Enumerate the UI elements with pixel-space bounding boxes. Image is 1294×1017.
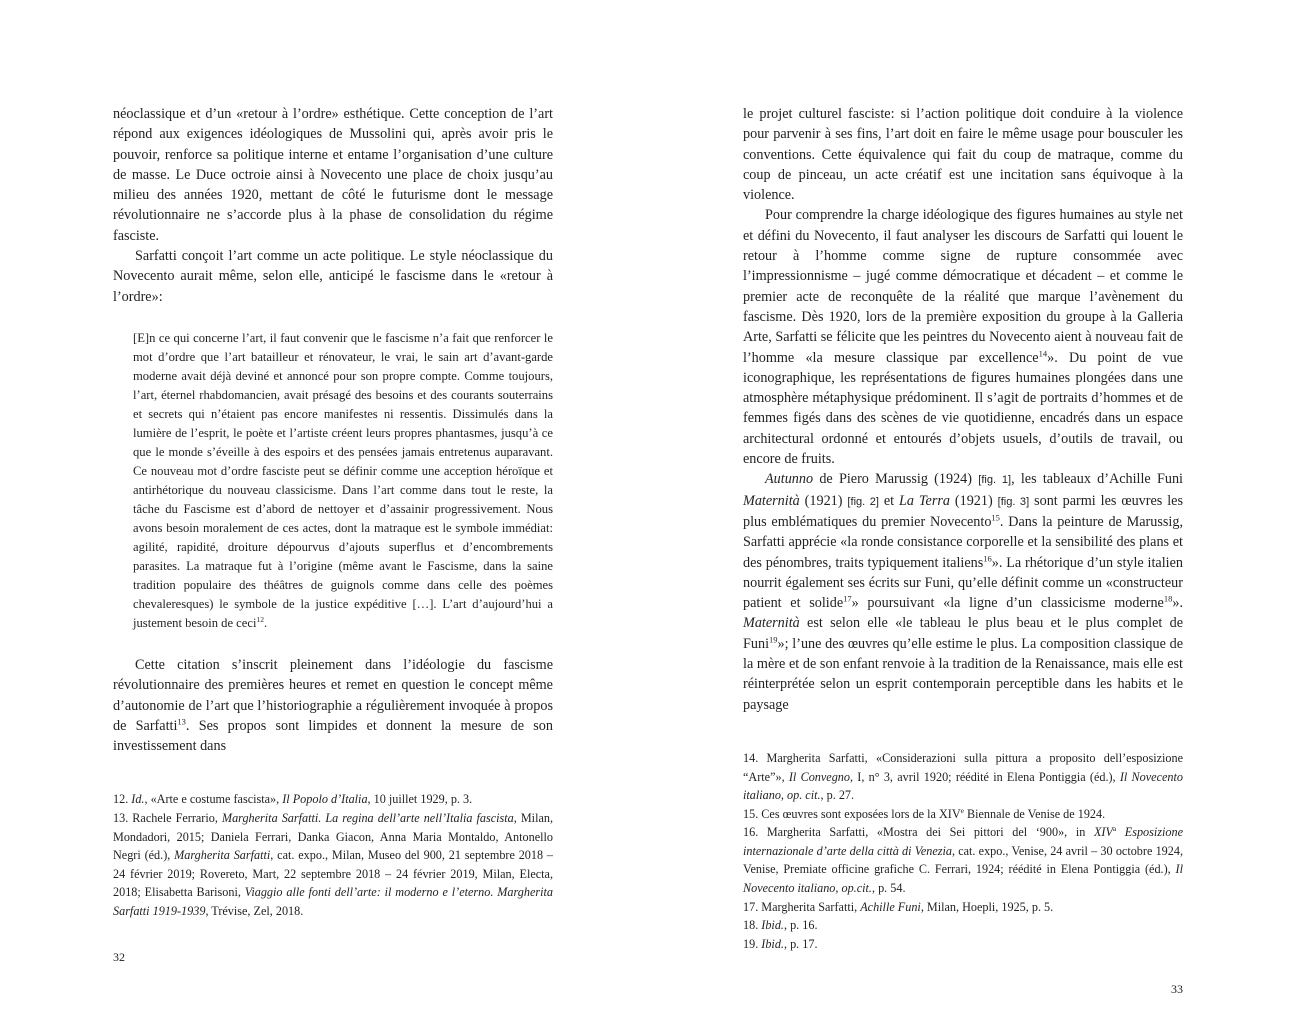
italic-text: Autunno: [765, 471, 814, 488]
italic-text: XIV: [1093, 825, 1113, 840]
text-run: » poursuivant «la ligne d’un classicisme moderne: [851, 595, 1164, 612]
footnote-reference: 16: [983, 552, 992, 563]
text-run: , Milan, Hoepli, 1925, p. 5.: [920, 899, 1054, 914]
italic-text: Ibid.: [761, 918, 784, 933]
footnote: [743, 749, 1183, 805]
footnote: [743, 916, 1183, 935]
body-paragraph: [113, 655, 553, 756]
right-body: [743, 104, 1183, 715]
text-run: , p. 54.: [871, 881, 906, 896]
text-run: , cat. expo., Venise, 24 avril – 30 octobre 1924, Venise, Premiate officine grafiche C. Ferrari, 1924; réédité in Elena Pontiggia (éd.),: [743, 843, 1183, 877]
text-run: Biennale de Venise de 1924.: [963, 806, 1106, 821]
footnote: [743, 805, 1183, 824]
text-run: 16. Margherita Sarfatti, «Mostra dei Sei pittori del ‘900», in: [743, 825, 1094, 840]
text-run: 19.: [743, 936, 762, 951]
body-paragraph: [743, 469, 1183, 715]
text-run: , «Arte e costume fascista»,: [144, 792, 283, 807]
text-run: sont parmi les œuvres les plus emblématiques du premier Novecento: [743, 492, 1183, 530]
text-run: 15. Ces œuvres sont exposées lors de la XIV: [743, 806, 961, 821]
text-run: Cette citation s’inscrit pleinement dans l’idéologie du fascisme révolutionnaire des premières heures et remet en question le concept même d’autonomie de l’art que l’historiographie a régulièrement invoquée à propos de Sarfatti: [113, 656, 553, 734]
text-run: 12.: [113, 792, 132, 807]
italic-text: Maternità: [743, 615, 800, 632]
text-run: »; l’une des œuvres qu’elle estime le plus. La composition classique de la mère et de son enfant renvoie à la tradition de la Renaissance, mais elle est réinterprétée selon un esprit contemporain perceptible dans les habits et le paysage: [743, 635, 1183, 713]
right-footnotes: [743, 749, 1183, 954]
text-run: , cat. expo., Milan, Museo del 900, 21 septembre 2018 – 24 février 2019; Rovereto, Mart, 22 septembre 2018 – 24 février 2019, Milan, Electa, 2018; Elisabetta Barisoni,: [113, 848, 554, 900]
text-run: 14. Margherita Sarfatti, «Considerazioni sulla pittura a proposito dell’esposizione “Arte”»,: [743, 750, 1183, 784]
footnote: [113, 790, 553, 809]
figure-reference: [fig. 3]: [997, 495, 1030, 508]
left-body: [113, 104, 553, 756]
text-run: . Dans la peinture de Marussig, Sarfatti apprécie «la ronde consistance corporelle et la sensibilité des plans et des pénombres, traits typiquement italiens: [743, 513, 1183, 571]
text-run: néoclassique et d’un «retour à l’ordre» esthétique. Cette conception de l’art répond aux exigences idéologiques de Mussolini qui, après avoir pris le pouvoir, renforce sa politique interne et entame l’organisation d’une culture de masse. Le Duce octroie ainsi à Novecento une place de choix jusqu’au milieu des années 1920, mettant de côté le futurisme dont le message révolutionnaire ne s’accorde plus à la phase de consolidation du régime fasciste.: [113, 106, 553, 244]
text-run: le projet culturel fasciste: si l’action politique doit conduire à la violence pour parvenir à ses fins, l’art doit en faire le même usage pour bousculer les conventions. Cette équivalence qui fait du coup de matraque, comme du coup de pinceau, un acte créatif est une incitation sans équivoque à la violence.: [743, 106, 1183, 204]
footnote-reference: 15: [991, 512, 1000, 523]
text-run: 17. Margherita Sarfatti,: [743, 899, 861, 914]
text-run: , Trévise, Zel, 2018.: [205, 904, 304, 919]
body-paragraph: [113, 104, 553, 246]
body-paragraph: [743, 205, 1183, 469]
text-run: Sarfatti conçoit l’art comme un acte politique. Le style néoclassique du Novecento aurait même, selon elle, anticipé le fascisme dans le «retour à l’ordre»:: [113, 248, 553, 305]
text-run: ».: [1172, 595, 1183, 612]
footnote-reference: 18: [1163, 593, 1173, 604]
text-run: de Piero Marussig (1924): [813, 471, 979, 488]
italic-text: Il Novecento italiano, op. cit.: [743, 769, 1183, 803]
text-run: , les tableaux d’Achille Funi: [1011, 471, 1183, 488]
italic-text: Ibid.: [761, 936, 784, 951]
text-run: ». Du point de vue iconographique, les représentations de figures humaines plongées dans une atmosphère métaphysique prédominent. Il s’agit de portraits d’hommes et de femmes figés dans des scènes de vie quotidienne, encadrés dans un espace architectural ordonné et entourés d’objets usuels, d’outils de travail, ou encore de fruits.: [743, 349, 1183, 468]
italic-text: La Terra: [899, 492, 950, 509]
left-footnotes: [113, 790, 553, 920]
italic-text: Il Popolo d’Italia: [282, 792, 368, 807]
italic-text: Maternità: [743, 492, 800, 509]
footnote-reference: 17: [843, 593, 852, 604]
footnote: [743, 935, 1183, 954]
footnote: [743, 898, 1183, 917]
text-run: .: [264, 615, 268, 630]
text-run: est selon elle «le tableau le plus beau et le plus complet de Funi: [743, 615, 1183, 652]
italic-text: Margherita Sarfatti. La regina dell’arte nell’Italia fascista: [221, 811, 514, 826]
italic-text: Viaggio alle fonti dell’arte: il moderno e l’eterno. Margherita Sarfatti 1919-1939: [113, 885, 553, 919]
italic-text: Il Novecento italiano, op.cit.: [743, 862, 1183, 896]
footnote-reference: 14: [1038, 347, 1048, 358]
text-run: [E]n ce qui concerne l’art, il faut convenir que le fascisme n’a fait que renforcer le mot d’ordre que l’art batailleur et rénovateur, le vrai, le sain art d’avant-garde moderne avait déjà deviné et annoncé pour son propre compte. Comme toujours, l’art, éternel rhabdomancien, avait présagé des besoins et des courants souterrains et secrets qui n’étaient pas encore manifestes ni ressentis. Dissimulés dans la lumière de l’esprit, le poète et l’artiste créent leurs propres phantasmes, jusqu’à ce que le monde s’éveille à des espoirs et des pensées jamais entretenus auparavant. Ce nouveau mot d’ordre fasciste peut se définir comme une acception héroïque et antirhétorique du nouveau classicisme. Dans l’art comme dans tout le reste, la tâche du Fascisme est d’abord de nettoyer et d’assainir progressivement. Nous avons besoin moralement de ces actes, dont la matraque est le symbole immédiat: agilité, rapidité, droiture dépourvus d’ajouts superflus et d’encombrements parasites. La matraque fut à l’origine (même avant le Fascisme, dans la saine tradition populaire des théâtres de guignols comme dans celle des poèmes chevaleresques) le symbole de la justice expéditive […]. L’art d’aujourd’hui a justement besoin de ceci: [133, 330, 553, 630]
text-run: et: [878, 492, 900, 509]
italic-text: Esposizione internazionale d’arte della città di Venezia: [743, 825, 1183, 858]
text-run: . Ses propos sont limpides et donnent la mesure de son investissement dans: [113, 717, 553, 755]
text-run: Pour comprendre la charge idéologique des figures humaines au style net et défini du Novecento, il faut analyser les discours de Sarfatti qui louent le retour à l’homme comme signe de rupture consommée avec l’impressionnisme – jugé comme démocratique et décadent – et comme le premier acte de reconquête de la réalité que marque l’avènement du fascisme. Dès 1920, lors de la première exposition du groupe à la Galleria Arte, Sarfatti se félicite que les peintres du Novecento aient à nouveau fait de l’homme «la mesure classique par excellence: [743, 207, 1183, 366]
italic-text: Margherita Sarfatti: [174, 848, 271, 863]
italic-text: Il Convegno: [788, 769, 850, 784]
text-run: 18.: [743, 918, 762, 933]
footnote-reference: 13: [177, 716, 186, 727]
body-paragraph: [743, 104, 1183, 205]
text-run: , 10 juillet 1929, p. 3.: [367, 792, 473, 807]
footnote-reference: 12: [256, 614, 264, 624]
footnote-reference: a: [1112, 824, 1117, 834]
right-column: [743, 0, 1183, 1017]
body-paragraph: [113, 246, 553, 307]
page-number: 32: [113, 949, 125, 964]
text-run: (1921): [799, 492, 848, 509]
text-run: , p. 17.: [783, 936, 818, 951]
footnote-reference: 19: [769, 633, 778, 644]
footnote-reference: e: [960, 805, 964, 815]
italic-text: Achille Funi: [860, 899, 921, 914]
text-run: ». La rhétorique d’un style italien nourrit également ses écrits sur Funi, qu’elle définit comme un «constructeur patient et solide: [743, 554, 1183, 612]
figure-reference: [fig. 2]: [847, 495, 879, 508]
footnote: [113, 809, 553, 921]
text-run: , I, n° 3, avril 1920; réédité in Elena Pontiggia (éd.),: [849, 769, 1120, 784]
text-run: 13. Rachele Ferrario,: [113, 811, 222, 826]
text-run: , p. 16.: [783, 918, 818, 933]
figure-reference: [fig. 1]: [978, 474, 1012, 487]
text-run: , Milan, Mondadori, 2015; Daniela Ferrari, Danka Giacon, Anna Maria Montaldo, Antonello Negri (éd.),: [113, 811, 554, 863]
footnote: [743, 823, 1183, 897]
left-column: [113, 0, 553, 985]
text-run: (1921): [949, 492, 998, 509]
block-quote: [133, 329, 553, 633]
page-number: 33: [1171, 982, 1183, 997]
italic-text: Id.: [131, 792, 145, 807]
right-page: [647, 0, 1294, 1017]
text-run: , p. 27.: [820, 788, 855, 803]
